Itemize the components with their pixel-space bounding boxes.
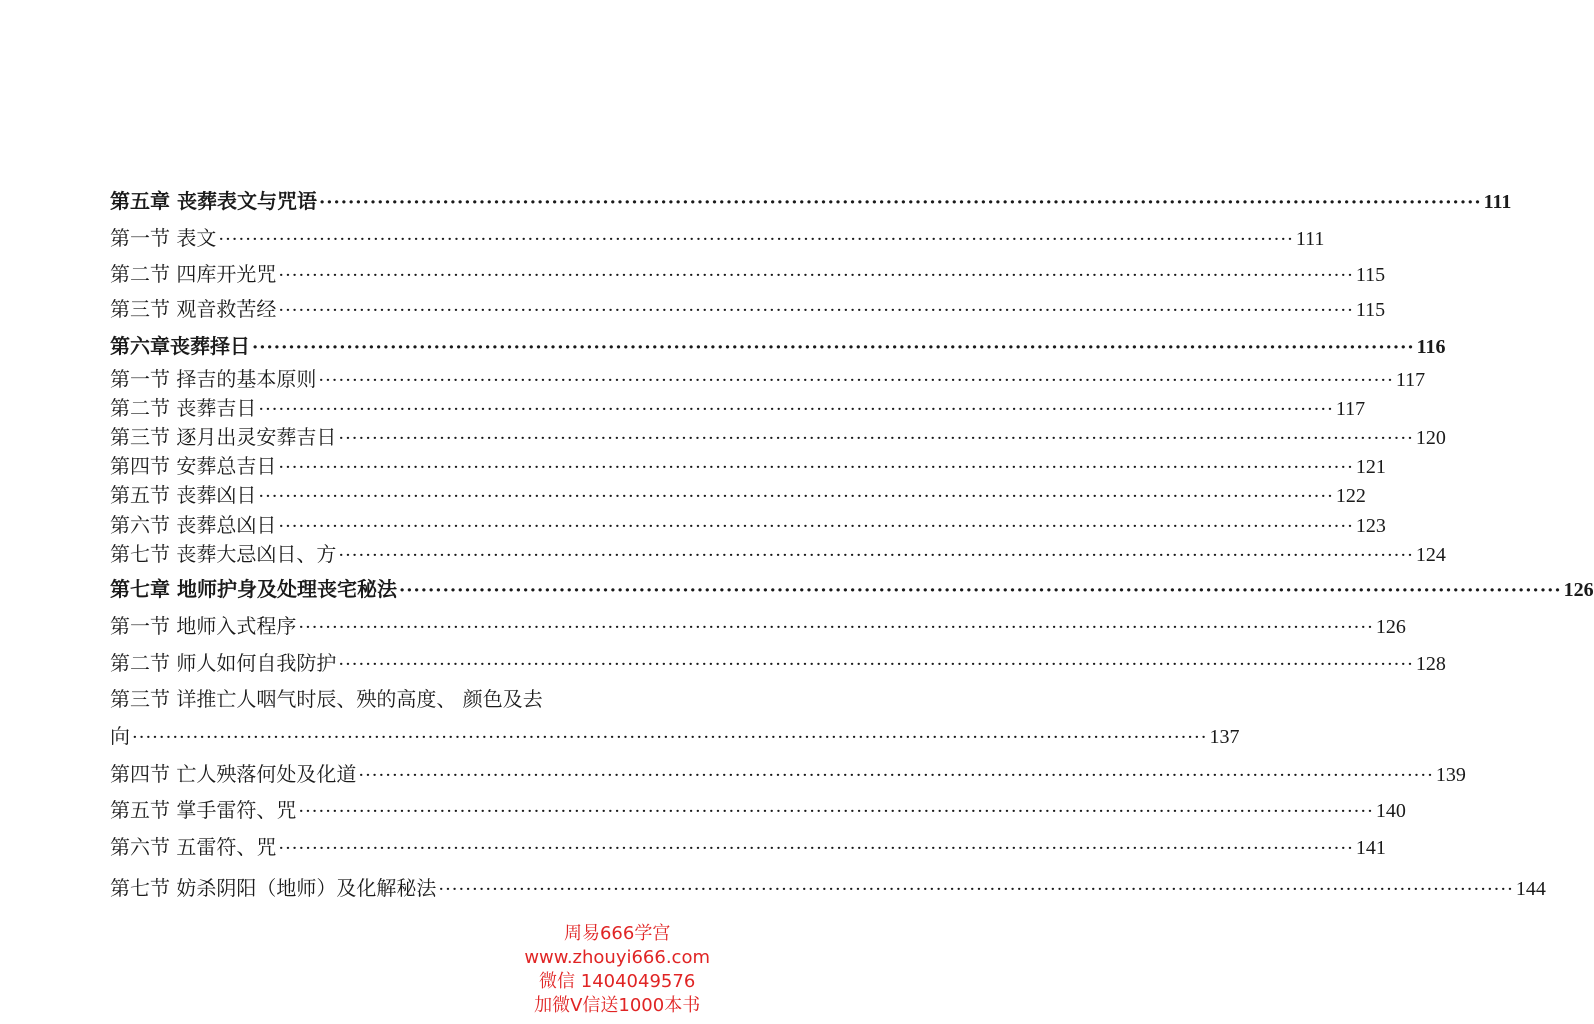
- toc-page-number: 128: [1415, 653, 1446, 675]
- toc-leader-dots: ································································································································································: [278, 457, 1354, 478]
- toc-leader-dots: ································································································································································: [298, 801, 1374, 822]
- toc-section-entry[interactable]: [110, 872, 1546, 901]
- toc-entry-label: 第五章 丧葬表文与咒语: [110, 189, 317, 213]
- toc-leader-dots: ································································································································································: [218, 229, 1294, 250]
- toc-section-entry[interactable]: [110, 647, 1446, 676]
- toc-page-number: 124: [1415, 544, 1446, 566]
- toc-line-text: 第三节 详推亡人咽气时辰、殃的高度、 颜色及去: [110, 687, 543, 711]
- toc-chapter-entry[interactable]: [110, 573, 1594, 602]
- watermark-url: www.zhouyi666.com: [524, 947, 710, 968]
- watermark-wechat: 微信 1404049576: [539, 971, 696, 992]
- toc-section-entry[interactable]: [110, 720, 1240, 749]
- toc-entry-label: 第五节 掌手雷符、咒: [110, 798, 297, 822]
- watermark: [524, 922, 710, 1018]
- toc-section-entry[interactable]: [110, 509, 1386, 538]
- toc-section-entry[interactable]: [110, 363, 1426, 392]
- toc-entry-label: 第七节 丧葬大忌凶日、方: [110, 542, 337, 566]
- toc-page-number: 116: [1416, 336, 1446, 358]
- toc-section-entry[interactable]: [110, 831, 1386, 860]
- toc-page-number: 141: [1355, 837, 1386, 859]
- toc-entry-label: 第六节 丧葬总凶日: [110, 513, 277, 537]
- toc-leader-dots: ································································································································································: [298, 617, 1374, 638]
- toc-leader-dots: ································································································································································: [258, 399, 1334, 420]
- toc-page-number: 126: [1563, 579, 1594, 601]
- toc-leader-dots: ································································································································································: [318, 192, 1482, 213]
- toc-entry-label: 第一节 表文: [110, 226, 217, 250]
- toc-section-entry[interactable]: [110, 421, 1446, 450]
- toc-entry-label: 第五节 丧葬凶日: [110, 483, 257, 507]
- toc-leader-dots: ································································································································································: [438, 879, 1514, 900]
- toc-section-entry[interactable]: [110, 610, 1406, 639]
- toc-entry-label: 第七章 地师护身及处理丧宅秘法: [110, 577, 397, 601]
- toc-page-number: 120: [1415, 427, 1446, 449]
- toc-entry-label: 第一节 择吉的基本原则: [110, 367, 317, 391]
- toc-page-number: 122: [1335, 485, 1366, 507]
- toc-leader-dots: ································································································································································: [398, 580, 1562, 601]
- toc-chapter-entry[interactable]: [110, 185, 1512, 214]
- toc-leader-dots: ································································································································································: [132, 727, 1208, 748]
- toc-page-number: 111: [1483, 191, 1512, 213]
- toc-leader-dots: ································································································································································: [338, 428, 1414, 449]
- toc-page-number: 126: [1375, 616, 1406, 638]
- toc-section-entry[interactable]: [110, 450, 1386, 479]
- toc-leader-dots: ································································································································································: [258, 486, 1334, 507]
- toc-entry-label: 第二节 丧葬吉日: [110, 396, 257, 420]
- toc-page-number: 121: [1355, 456, 1386, 478]
- watermark-title: 周易666学宫: [563, 923, 671, 944]
- toc-page-number: 144: [1515, 878, 1546, 900]
- toc-entry-label: 第二节 四库开光咒: [110, 262, 277, 286]
- toc-page-number: 137: [1209, 726, 1240, 748]
- toc-entry-label: 向: [110, 724, 130, 748]
- watermark-offer: 加微V信送1000本书: [534, 995, 701, 1016]
- toc-section-entry[interactable]: [110, 794, 1406, 823]
- toc-leader-dots: ································································································································································: [278, 516, 1354, 537]
- toc-page-number: 115: [1355, 264, 1386, 286]
- toc-entry-label: 第六节 五雷符、咒: [110, 835, 277, 859]
- toc-leader-dots: ································································································································································: [358, 765, 1434, 786]
- toc-page-number: 115: [1355, 299, 1386, 321]
- toc-page-number: 140: [1375, 800, 1406, 822]
- toc-leader-dots: ································································································································································: [318, 370, 1394, 391]
- toc-leader-dots: ································································································································································: [338, 654, 1414, 675]
- toc-entry-label: 第一节 地师入式程序: [110, 614, 297, 638]
- toc-leader-dots: ································································································································································: [278, 300, 1354, 321]
- toc-page-number: 117: [1335, 398, 1366, 420]
- toc-leader-dots: ································································································································································: [278, 838, 1354, 859]
- toc-section-entry[interactable]: [110, 222, 1325, 251]
- toc-section-entry[interactable]: [110, 758, 1466, 787]
- toc-page-number: 123: [1355, 515, 1386, 537]
- toc-entry-label: 第四节 亡人殃落何处及化道: [110, 762, 357, 786]
- toc-section-entry[interactable]: [110, 293, 1386, 322]
- toc-entry-label: 第三节 观音救苦经: [110, 297, 277, 321]
- toc-page-number: 139: [1435, 764, 1466, 786]
- toc-chapter-entry[interactable]: [110, 330, 1446, 359]
- toc-leader-dots: ································································································································································: [338, 545, 1414, 566]
- toc-entry-label: 第四节 安葬总吉日: [110, 454, 277, 478]
- toc-section-entry[interactable]: [110, 538, 1446, 567]
- toc-section-entry[interactable]: [110, 479, 1366, 508]
- toc-section-entry[interactable]: [110, 258, 1386, 287]
- toc-entry-label: 第三节 逐月出灵安葬吉日: [110, 425, 337, 449]
- toc-entry-label: 第六章丧葬择日: [110, 334, 250, 358]
- toc-entry-label: 第七节 妨杀阴阳（地师）及化解秘法: [110, 876, 437, 900]
- toc-leader-dots: ································································································································································: [252, 337, 1415, 358]
- toc-page-number: 111: [1295, 228, 1325, 250]
- toc-section-entry[interactable]: [110, 392, 1366, 421]
- toc-entry-label: 第二节 师人如何自我防护: [110, 651, 337, 675]
- toc-leader-dots: ································································································································································: [278, 265, 1354, 286]
- toc-page-number: 117: [1395, 369, 1426, 391]
